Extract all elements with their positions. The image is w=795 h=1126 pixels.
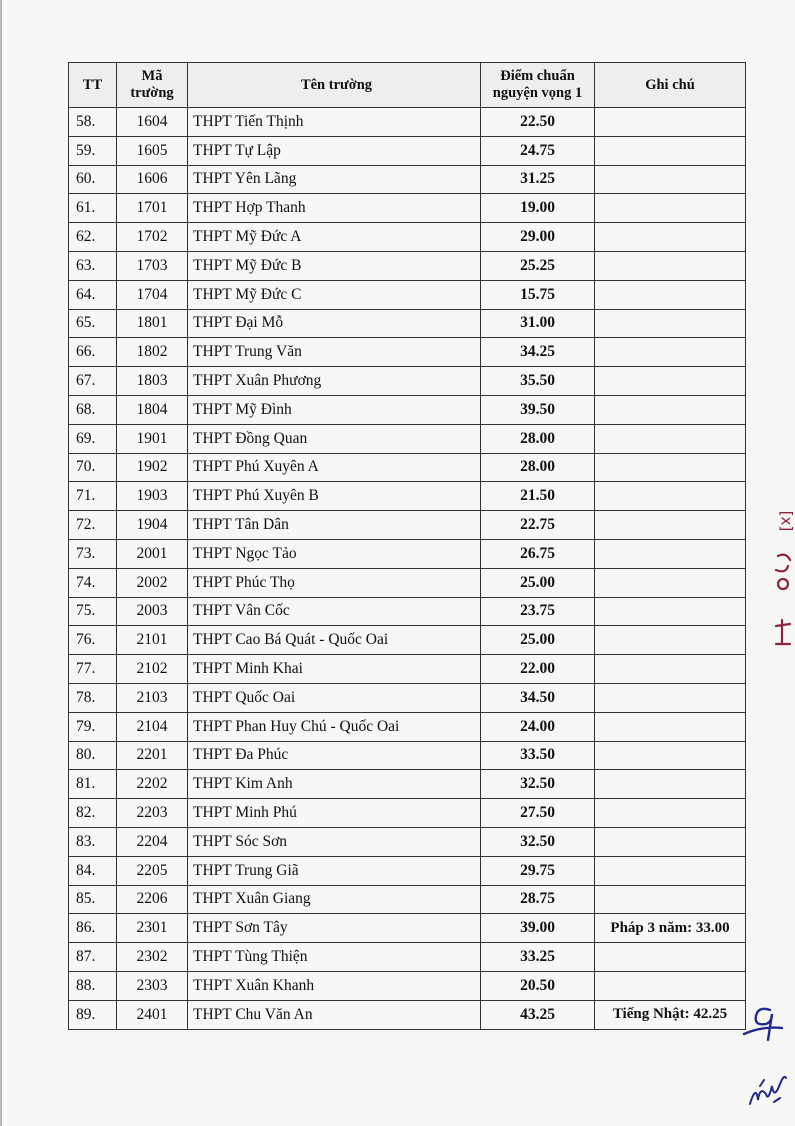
benchmark-score: 28.75 [481,885,595,914]
note [595,597,746,626]
table-row [69,194,746,223]
school-name: THPT Minh Khai [188,655,481,684]
table-header [69,63,746,108]
school-code: 2401 [117,1000,188,1029]
table-row [69,971,746,1000]
table-row [69,741,746,770]
benchmark-score: 21.50 [481,482,595,511]
school-name: THPT Kim Anh [188,770,481,799]
header-benchmark-score [481,63,595,108]
school-code: 1804 [117,395,188,424]
school-code: 2205 [117,856,188,885]
table-row [69,223,746,252]
benchmark-score: 35.50 [481,367,595,396]
row-number: 58. [69,108,117,137]
benchmark-score: 22.00 [481,655,595,684]
benchmark-score: 19.00 [481,194,595,223]
row-number: 68. [69,395,117,424]
school-name: THPT Tự Lập [188,136,481,165]
row-number: 59. [69,136,117,165]
benchmark-score: 25.00 [481,626,595,655]
row-number: 89. [69,1000,117,1029]
school-code: 1606 [117,165,188,194]
benchmark-score: 23.75 [481,597,595,626]
table-body [69,108,746,1030]
school-code: 1901 [117,424,188,453]
school-name: THPT Trung Văn [188,338,481,367]
table-row [69,712,746,741]
school-name: THPT Yên Lãng [188,165,481,194]
row-number: 70. [69,453,117,482]
benchmark-score: 25.25 [481,251,595,280]
benchmark-score: 22.75 [481,511,595,540]
school-name: THPT Hợp Thanh [188,194,481,223]
table-row [69,626,746,655]
school-name: THPT Xuân Giang [188,885,481,914]
row-number: 71. [69,482,117,511]
note [595,683,746,712]
table-row [69,424,746,453]
table-row [69,943,746,972]
header-row [69,63,746,108]
school-name: THPT Mỹ Đức A [188,223,481,252]
school-code: 1904 [117,511,188,540]
note [595,251,746,280]
benchmark-score: 26.75 [481,539,595,568]
benchmark-score: 22.50 [481,108,595,137]
table-row [69,597,746,626]
school-code: 2206 [117,885,188,914]
benchmark-score: 27.50 [481,799,595,828]
note [595,539,746,568]
school-code: 1701 [117,194,188,223]
header-score-line2: nguyện vọng 1 [492,85,583,101]
row-number: 84. [69,856,117,885]
table-row [69,655,746,684]
school-code: 2002 [117,568,188,597]
table-row [69,683,746,712]
school-name: THPT Xuân Phương [188,367,481,396]
benchmark-score: 39.00 [481,914,595,943]
school-code: 1704 [117,280,188,309]
school-name: THPT Phan Huy Chú - Quốc Oai [188,712,481,741]
school-code: 2302 [117,943,188,972]
handwritten-signature-icon [746,1076,790,1112]
school-name: THPT Chu Văn An [188,1000,481,1029]
row-number: 76. [69,626,117,655]
note [595,712,746,741]
table-row [69,453,746,482]
table-row [69,770,746,799]
note [595,424,746,453]
school-name: THPT Phúc Thọ [188,568,481,597]
row-number: 81. [69,770,117,799]
benchmark-score: 31.25 [481,165,595,194]
benchmark-score: 24.00 [481,712,595,741]
stamp-fragment-icon [772,548,794,658]
school-name: THPT Tân Dân [188,511,481,540]
table-row [69,482,746,511]
header-note: Ghi chú [595,63,746,108]
row-number: 79. [69,712,117,741]
note: Tiếng Nhật: 42.25 [595,1000,746,1029]
school-name: THPT Sơn Tây [188,914,481,943]
school-code: 1803 [117,367,188,396]
school-name: THPT Phú Xuyên A [188,453,481,482]
stamp-fragment-1: [x] [777,510,795,532]
school-code: 1903 [117,482,188,511]
note [595,568,746,597]
school-code: 2103 [117,683,188,712]
note [595,165,746,194]
benchmark-score: 32.50 [481,770,595,799]
header-school-code [117,63,188,108]
table-row [69,251,746,280]
school-name: THPT Xuân Khanh [188,971,481,1000]
row-number: 60. [69,165,117,194]
school-name: THPT Minh Phú [188,799,481,828]
note [595,856,746,885]
school-code: 2201 [117,741,188,770]
school-code: 2101 [117,626,188,655]
header-tt: TT [69,63,117,108]
benchmark-score: 33.50 [481,741,595,770]
row-number: 83. [69,827,117,856]
benchmark-score: 39.50 [481,395,595,424]
table-row [69,309,746,338]
note [595,971,746,1000]
admission-score-table [68,62,746,1030]
handwritten-initial-icon [740,1000,786,1050]
benchmark-score: 33.25 [481,943,595,972]
benchmark-score: 34.25 [481,338,595,367]
note [595,453,746,482]
row-number: 64. [69,280,117,309]
school-code: 2001 [117,539,188,568]
school-code: 2301 [117,914,188,943]
row-number: 78. [69,683,117,712]
school-code: 1605 [117,136,188,165]
note [595,367,746,396]
row-number: 65. [69,309,117,338]
row-number: 73. [69,539,117,568]
school-name: THPT Tùng Thiện [188,943,481,972]
note [595,108,746,137]
note [595,482,746,511]
school-name: THPT Vân Cốc [188,597,481,626]
school-name: THPT Mỹ Đình [188,395,481,424]
header-code-line2: trường [130,85,174,101]
note [595,338,746,367]
school-code: 2102 [117,655,188,684]
benchmark-score: 29.00 [481,223,595,252]
school-code: 1902 [117,453,188,482]
benchmark-score: 43.25 [481,1000,595,1029]
school-code: 1702 [117,223,188,252]
header-code-line1: Mã [141,68,163,84]
note: Pháp 3 năm: 33.00 [595,914,746,943]
school-code: 1703 [117,251,188,280]
benchmark-score: 28.00 [481,424,595,453]
school-code: 1802 [117,338,188,367]
row-number: 63. [69,251,117,280]
table-row [69,280,746,309]
note [595,770,746,799]
row-number: 80. [69,741,117,770]
school-name: THPT Quốc Oai [188,683,481,712]
row-number: 88. [69,971,117,1000]
note [595,626,746,655]
table-row [69,136,746,165]
table-row [69,827,746,856]
row-number: 86. [69,914,117,943]
row-number: 72. [69,511,117,540]
school-code: 2203 [117,799,188,828]
header-school-name: Tên trường [188,63,481,108]
school-name: THPT Mỹ Đức B [188,251,481,280]
table-row [69,165,746,194]
benchmark-score: 20.50 [481,971,595,1000]
note [595,827,746,856]
note [595,194,746,223]
row-number: 62. [69,223,117,252]
note [595,943,746,972]
note [595,395,746,424]
school-name: THPT Đồng Quan [188,424,481,453]
table-row [69,799,746,828]
table-row [69,856,746,885]
school-code: 1604 [117,108,188,137]
table-row [69,367,746,396]
page-edge [0,0,2,1126]
benchmark-score: 31.00 [481,309,595,338]
row-number: 74. [69,568,117,597]
row-number: 87. [69,943,117,972]
school-code: 2303 [117,971,188,1000]
school-code: 2204 [117,827,188,856]
school-code: 2104 [117,712,188,741]
table-row [69,108,746,137]
benchmark-score: 28.00 [481,453,595,482]
row-number: 67. [69,367,117,396]
row-number: 77. [69,655,117,684]
benchmark-score: 15.75 [481,280,595,309]
school-name: THPT Trung Giã [188,856,481,885]
school-code: 2003 [117,597,188,626]
benchmark-score: 24.75 [481,136,595,165]
row-number: 75. [69,597,117,626]
school-name: THPT Mỹ Đức C [188,280,481,309]
row-number: 69. [69,424,117,453]
table-row [69,885,746,914]
row-number: 85. [69,885,117,914]
note [595,799,746,828]
benchmark-score: 25.00 [481,568,595,597]
note [595,655,746,684]
note [595,223,746,252]
table-row [69,568,746,597]
school-name: THPT Sóc Sơn [188,827,481,856]
table-row [69,539,746,568]
table-row [69,395,746,424]
note [595,136,746,165]
school-code: 2202 [117,770,188,799]
school-code: 1801 [117,309,188,338]
school-name: THPT Phú Xuyên B [188,482,481,511]
table-row [69,338,746,367]
note [595,511,746,540]
row-number: 82. [69,799,117,828]
school-name: THPT Đại Mỗ [188,309,481,338]
row-number: 66. [69,338,117,367]
table-row [69,914,746,943]
note [595,309,746,338]
school-name: THPT Cao Bá Quát - Quốc Oai [188,626,481,655]
note [595,885,746,914]
note [595,741,746,770]
table-row [69,1000,746,1029]
school-name: THPT Tiến Thịnh [188,108,481,137]
note [595,280,746,309]
header-score-line1: Điểm chuẩn [500,68,575,84]
table-row [69,511,746,540]
benchmark-score: 34.50 [481,683,595,712]
school-name: THPT Đa Phúc [188,741,481,770]
benchmark-score: 32.50 [481,827,595,856]
school-name: THPT Ngọc Tảo [188,539,481,568]
row-number: 61. [69,194,117,223]
benchmark-score: 29.75 [481,856,595,885]
